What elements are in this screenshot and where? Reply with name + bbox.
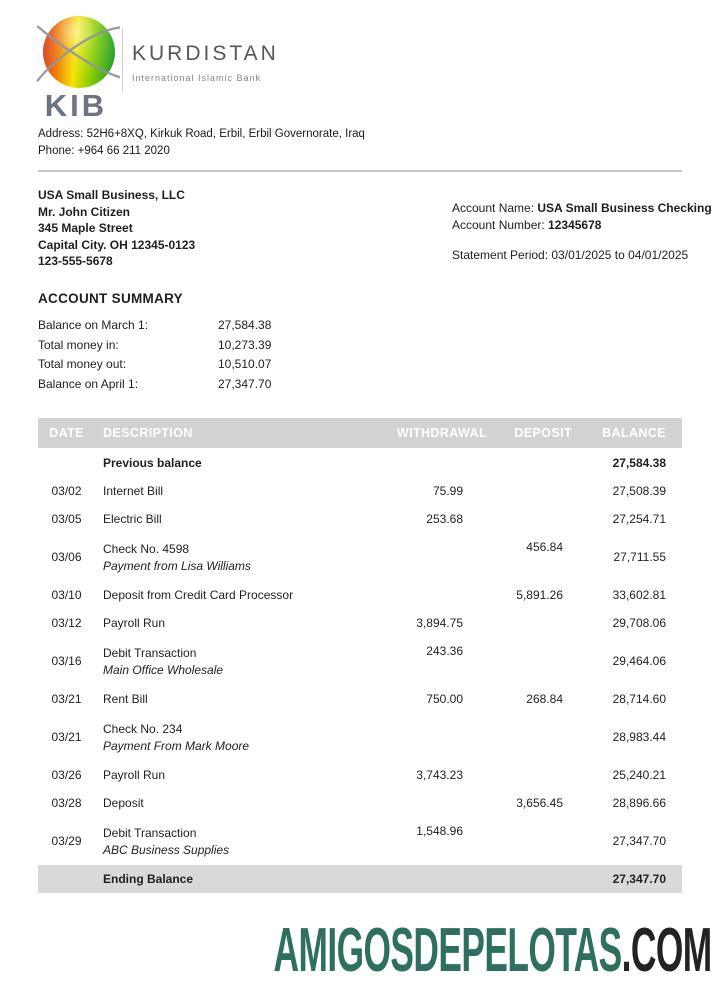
ending-balance-row — [38, 865, 682, 893]
statement-period: Statement Period: 03/01/2025 to 04/01/2025 — [452, 248, 689, 262]
table-row — [38, 685, 682, 713]
tx-desc: Debit Transaction — [103, 645, 197, 660]
tx-withdrawal: 3,743.23 — [416, 768, 463, 782]
customer-line: 123-555-5678 — [38, 254, 113, 268]
customer-line: Capital City. OH 12345-0123 — [38, 237, 196, 252]
kib-wordmark: KIB — [44, 88, 108, 123]
tx-date: 03/29 — [51, 834, 82, 848]
col-header-deposit: DEPOSIT — [514, 426, 572, 440]
tx-withdrawal: 75.99 — [432, 484, 463, 498]
tx-withdrawal: 750.00 — [426, 692, 463, 706]
customer-line: USA Small Business, LLC — [38, 188, 185, 202]
tx-balance: 27,254.71 — [612, 512, 666, 526]
tx-date: 03/21 — [51, 730, 82, 744]
transaction-rows — [38, 477, 682, 865]
site-watermark — [273, 916, 712, 985]
ending-balance-value: 27,347.70 — [612, 872, 666, 886]
customer-address-block — [38, 187, 195, 270]
summary-row — [38, 377, 318, 397]
bank-contact-block — [38, 126, 365, 160]
tx-withdrawal: 3,894.75 — [416, 616, 463, 630]
summary-value: 27,347.70 — [218, 376, 272, 391]
account-summary-title: ACCOUNT SUMMARY — [38, 291, 183, 306]
tx-withdrawal — [385, 533, 487, 540]
tx-date: 03/10 — [51, 588, 82, 602]
tx-balance: 28,896.66 — [612, 796, 666, 810]
tx-balance: 27,347.70 — [612, 834, 666, 848]
account-name-line — [452, 200, 712, 217]
table-row — [38, 713, 682, 761]
tx-desc: Deposit from Credit Card Processor — [103, 588, 294, 602]
summary-label: Balance on April 1: — [38, 376, 139, 391]
table-row — [38, 505, 682, 533]
account-summary-rows — [38, 318, 318, 396]
previous-balance-label: Previous balance — [103, 455, 202, 470]
tx-date: 03/21 — [51, 692, 82, 706]
tx-date: 03/05 — [51, 512, 82, 526]
tx-balance: 29,464.06 — [612, 654, 666, 668]
tx-balance: 28,714.60 — [612, 692, 666, 706]
summary-label: Total money in: — [38, 337, 119, 352]
tx-date: 03/16 — [51, 654, 82, 668]
tx-withdrawal — [385, 713, 487, 720]
tx-date: 03/28 — [51, 796, 82, 810]
tx-deposit — [487, 637, 572, 644]
tx-withdrawal: 253.68 — [426, 512, 463, 526]
tx-date: 03/12 — [51, 616, 82, 630]
watermark-primary: AMIGOSDEPELOTAS — [273, 916, 623, 985]
tx-deposit: 456.84 — [526, 540, 563, 554]
col-header-balance: BALANCE — [602, 426, 666, 440]
summary-value: 27,584.38 — [218, 318, 272, 332]
tx-desc: Check No. 234 — [103, 721, 183, 736]
tx-note: ABC Business Supplies — [103, 842, 230, 857]
table-row — [38, 477, 682, 505]
tx-desc: Check No. 4598 — [103, 541, 190, 556]
tx-date: 03/06 — [51, 550, 82, 564]
transactions-table — [38, 418, 682, 893]
tx-balance: 33,602.81 — [612, 588, 666, 602]
table-row — [38, 817, 682, 865]
col-header-description: DESCRIPTION — [103, 426, 193, 440]
summary-label: Balance on March 1: — [38, 318, 149, 332]
col-header-date: DATE — [49, 426, 84, 440]
bank-address: Address: 52H6+8XQ, Kirkuk Road, Erbil, Erbil Governorate, Iraq — [38, 128, 365, 140]
tx-balance: 28,983.44 — [612, 730, 666, 744]
bank-name-block — [132, 42, 279, 83]
tx-withdrawal: 1,548.96 — [416, 824, 463, 838]
tx-desc: Rent Bill — [103, 692, 148, 706]
table-row — [38, 637, 682, 685]
table-row — [38, 761, 682, 789]
bank-name: KURDISTAN — [132, 42, 279, 65]
tx-note: Payment From Mark Moore — [103, 738, 250, 753]
tx-date: 03/02 — [51, 484, 82, 498]
bank-phone: Phone: +964 66 211 2020 — [38, 145, 170, 157]
table-row — [38, 609, 682, 637]
col-header-withdrawal: WITHDRAWAL — [396, 426, 487, 440]
tx-deposit: 268.84 — [526, 692, 563, 706]
table-row — [38, 533, 682, 581]
summary-value: 10,273.39 — [218, 337, 272, 352]
tx-balance: 25,240.21 — [612, 768, 666, 782]
tx-note: Payment from Lisa Williams — [103, 558, 251, 573]
tx-balance: 27,711.55 — [613, 550, 666, 564]
tx-desc: Electric Bill — [103, 512, 162, 526]
tx-deposit — [487, 817, 572, 824]
account-name-value: USA Small Business Checking — [537, 201, 712, 215]
table-row — [38, 789, 682, 817]
tx-desc: Internet Bill — [103, 484, 164, 498]
tx-deposit: 3,656.45 — [516, 796, 563, 810]
globe-logo-icon — [36, 14, 120, 94]
account-number-label: Account Number: — [452, 218, 549, 232]
tx-deposit: 5,891.26 — [516, 588, 563, 602]
table-row — [38, 581, 682, 609]
tx-balance: 27,508.39 — [612, 484, 666, 498]
header-divider — [38, 170, 682, 172]
tx-note: Main Office Wholesale — [103, 662, 224, 677]
account-info-block — [452, 200, 712, 264]
summary-value: 10,510.07 — [218, 357, 272, 371]
summary-row — [38, 338, 318, 358]
tx-date: 03/26 — [51, 768, 82, 782]
account-number-line — [452, 217, 712, 234]
summary-row — [38, 318, 318, 338]
summary-label: Total money out: — [38, 357, 127, 371]
logo-divider — [122, 28, 123, 92]
tx-desc: Payroll Run — [103, 616, 166, 630]
previous-balance-row — [38, 448, 682, 477]
summary-row — [38, 357, 318, 377]
watermark-secondary: .COM — [622, 916, 712, 985]
tx-withdrawal: 243.36 — [426, 644, 463, 658]
tx-desc: Debit Transaction — [103, 825, 197, 840]
tx-desc: Deposit — [103, 796, 144, 810]
tx-balance: 29,708.06 — [612, 616, 666, 630]
account-number-value: 12345678 — [548, 218, 602, 232]
previous-balance-value: 27,584.38 — [612, 455, 666, 470]
tx-desc: Payroll Run — [103, 768, 166, 782]
bank-subtitle: International Islamic Bank — [132, 73, 262, 83]
transactions-table-header — [38, 418, 682, 448]
tx-deposit — [487, 713, 572, 720]
customer-line: Mr. John Citizen — [38, 204, 131, 219]
customer-line: 345 Maple Street — [38, 221, 133, 235]
bank-logo — [30, 14, 130, 124]
ending-balance-label: Ending Balance — [103, 872, 194, 886]
account-name-label: Account Name: — [452, 201, 538, 215]
